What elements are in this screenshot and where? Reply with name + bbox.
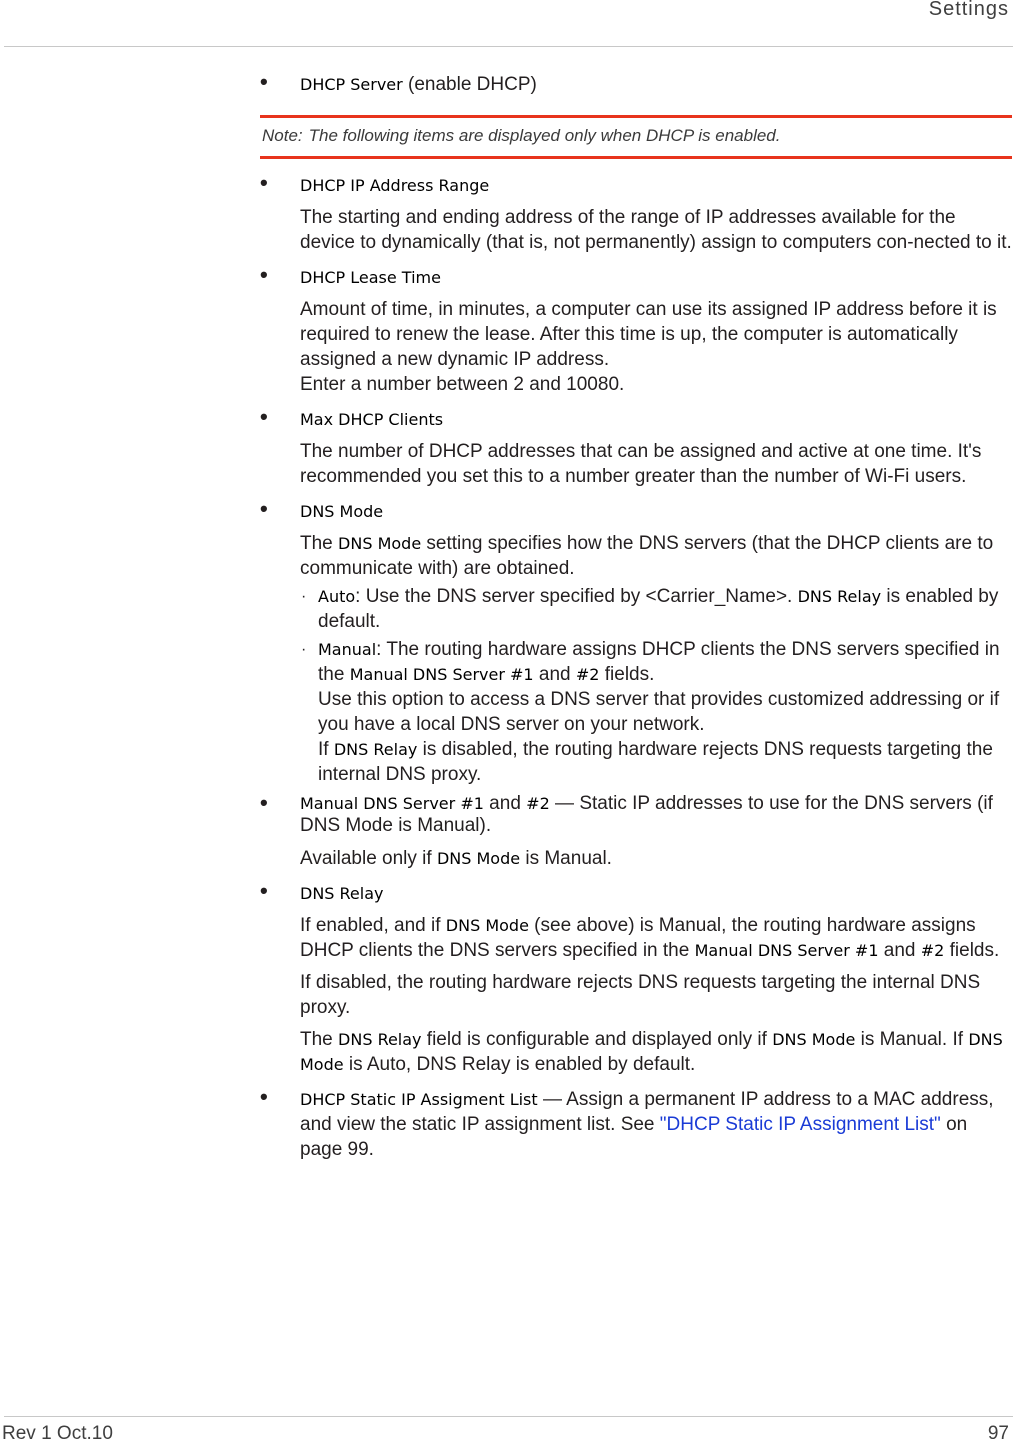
text: : Use the DNS server specified by <Carrier_Name>.	[355, 586, 798, 607]
text: The	[300, 1029, 339, 1050]
label-dns-relay-inline: DNS Relay	[797, 587, 882, 606]
item-dhcp-lease-time	[260, 262, 1012, 397]
label-dhcp-lease-time: DHCP Lease Time	[300, 268, 441, 287]
header-title: Settings	[928, 0, 1009, 20]
avail-manual-dns	[300, 846, 1012, 871]
label-manual-dns-1: Manual DNS Server #1	[300, 794, 484, 813]
text: Available only if	[300, 848, 437, 869]
manual-line-3	[318, 737, 1012, 787]
bullet: •	[260, 262, 268, 287]
text: If enabled, and if	[300, 915, 446, 936]
bullet: •	[260, 69, 268, 94]
desc-lease-time-1: Amount of time, in minutes, a computer can use its assigned IP address before it is required to renew the lease. After this time is up, the computer is automatically assigned a new dynamic IP address.	[300, 299, 997, 370]
label-dns-2-inline: #2	[920, 941, 945, 960]
label-dns-2: #2	[526, 794, 550, 813]
desc-dns-mode	[300, 531, 1012, 581]
desc-dhcp-ip-range: The starting and ending address of the range of IP addresses available for the device to dynamically (that is, not permanently) assign to computers con-nected to it.	[300, 207, 1012, 253]
page-number: 97	[987, 1423, 1009, 1444]
link-dhcp-static-ip-list[interactable]: "DHCP Static IP Assignment List"	[659, 1114, 941, 1135]
label-dhcp-ip-range: DHCP IP Address Range	[300, 176, 490, 195]
bullet: •	[260, 404, 268, 429]
sub-item-auto	[300, 584, 1012, 634]
text: and	[483, 793, 527, 814]
label-dns-2-inline: #2	[575, 665, 600, 684]
sub-bullet: ·	[301, 641, 307, 658]
bullet: •	[260, 170, 268, 195]
label-manual: Manual	[318, 640, 377, 659]
label-dns-relay-inline: DNS Relay	[333, 740, 418, 759]
note-box	[260, 115, 1012, 159]
header-divider	[4, 46, 1013, 47]
item-max-dhcp-clients	[260, 404, 1012, 489]
bullet: •	[260, 496, 268, 521]
text: — Assign a permanent IP address to a MAC address, and view the static IP assignment list. See	[300, 1089, 994, 1135]
text: : The routing hardware assigns DHCP clients the DNS servers specified in the	[318, 639, 1000, 685]
text: fields.	[599, 664, 655, 685]
text: setting specifies how the DNS servers (that the DHCP clients are to communicate with) are obtained.	[300, 533, 994, 579]
text: fields.	[944, 940, 1000, 961]
manual-line-2: Use this option to access a DNS server that provides customized addressing or if you have a local DNS server on your network.	[318, 689, 1000, 735]
item-dhcp-static-ip	[260, 1084, 1012, 1162]
label-dns-relay: DNS Relay	[300, 884, 384, 903]
label-dns-mode: DNS Mode	[300, 502, 384, 521]
label-max-dhcp-clients: Max DHCP Clients	[300, 410, 444, 429]
label-dhcp-server: DHCP Server	[300, 75, 403, 94]
note-text: The following items are displayed only when DHCP is enabled.	[308, 126, 781, 145]
label-dns-mode-inline: DNS Mode	[300, 1030, 1003, 1074]
desc-max-dhcp-clients: The number of DHCP addresses that can be assigned and active at one time. It's recommended you set this to a number greater than the number of Wi-Fi users.	[300, 441, 982, 487]
dns-relay-para-3	[300, 1027, 1012, 1077]
label-manual-dns-1-inline: Manual DNS Server #1	[349, 665, 534, 684]
item-manual-dns-server	[260, 790, 1012, 871]
text: field is configurable and displayed only if	[421, 1029, 773, 1050]
text-dhcp-server: (enable DHCP)	[402, 74, 537, 95]
desc-lease-time-2: Enter a number between 2 and 10080.	[300, 374, 625, 395]
text: is Auto, DNS Relay is enabled by default.	[343, 1054, 696, 1075]
bullet: •	[260, 1084, 268, 1109]
text: and	[878, 940, 921, 961]
bullet: •	[260, 878, 268, 903]
label-dns-mode-inline: DNS Mode	[338, 534, 422, 553]
label-dns-mode-inline: DNS Mode	[436, 849, 521, 868]
sub-item-manual	[300, 637, 1012, 787]
text: is Manual. If	[855, 1029, 969, 1050]
label-dns-mode-inline: DNS Mode	[445, 916, 529, 935]
item-dns-mode	[260, 496, 1012, 787]
label-dhcp-static-ip: DHCP Static IP Assigment List	[300, 1090, 538, 1109]
footer-revision: Rev 1 Oct.10	[2, 1423, 113, 1444]
text: is Manual.	[520, 848, 612, 869]
footer-divider	[4, 1416, 1013, 1417]
text: The	[300, 533, 339, 554]
dns-relay-para-1	[300, 913, 1012, 963]
text: is enabled by default.	[318, 586, 999, 632]
sub-bullet: ·	[301, 588, 307, 605]
label-dns-mode-inline: DNS Mode	[772, 1030, 856, 1049]
text: (see above) is Manual, the routing hardware assigns DHCP clients the DNS servers specified in the	[300, 915, 976, 961]
dns-relay-para-2: If disabled, the routing hardware rejects DNS requests targeting the internal DNS proxy.	[300, 972, 981, 1018]
item-dhcp-ip-range	[260, 170, 1012, 255]
item-dns-relay	[260, 878, 1012, 1077]
settings-content	[260, 69, 1012, 1162]
label-manual-dns-1-inline: Manual DNS Server #1	[694, 941, 879, 960]
text: If	[318, 739, 334, 760]
text: on page 99.	[300, 1114, 968, 1160]
label-dns-relay-inline: DNS Relay	[338, 1030, 422, 1049]
bullet: •	[260, 790, 268, 815]
text: — Static IP addresses to use for the DNS servers (if DNS Mode is Manual).	[300, 793, 993, 836]
text: is disabled, the routing hardware rejects DNS requests targeting the internal DNS proxy.	[318, 739, 993, 785]
item-dhcp-server	[260, 69, 1012, 97]
note-prefix: Note:	[262, 126, 303, 145]
text: and	[533, 664, 576, 685]
label-auto: Auto	[318, 587, 356, 606]
